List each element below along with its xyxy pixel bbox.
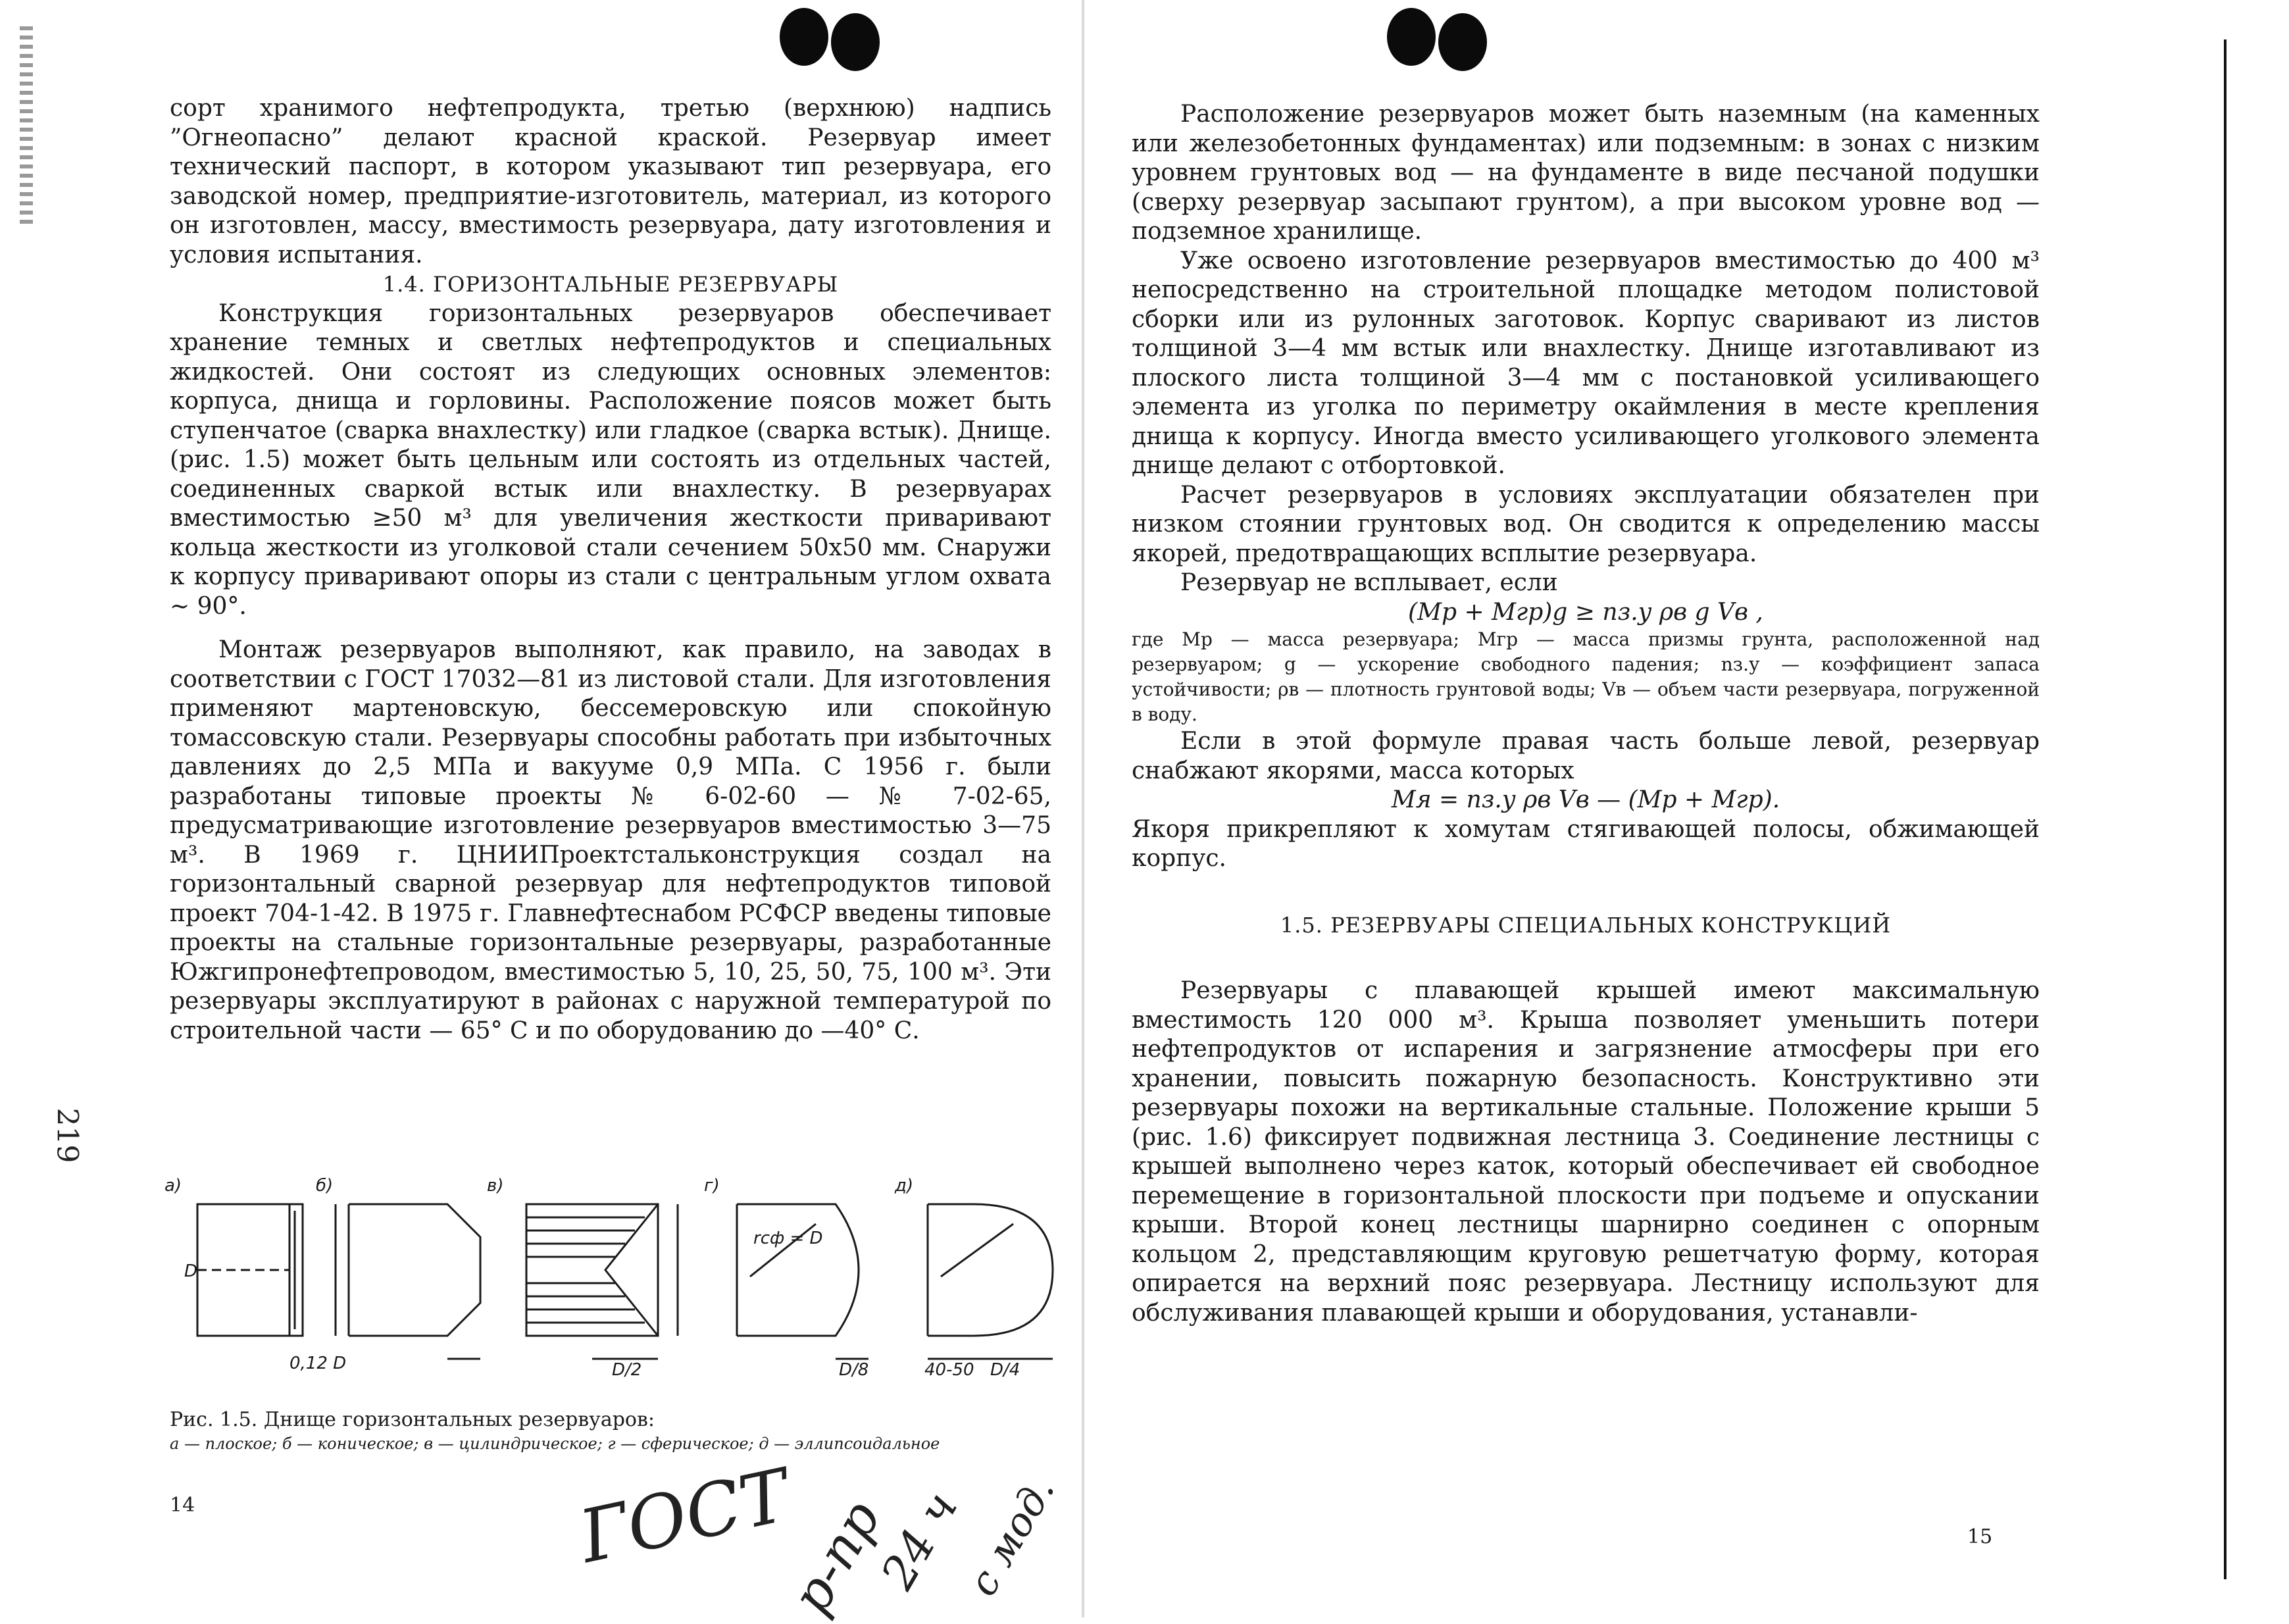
- right-paragraph-condition: Резервуар не всплывает, если: [1180, 569, 1558, 596]
- page-number-left: 14: [170, 1494, 195, 1517]
- handwritten-note-gost: ГОСТ: [572, 1453, 797, 1579]
- right-paragraph-anchor-fixing: Якоря прикрепляют к хомутам стягивающей полосы, обжимающей корпус.: [1132, 815, 2040, 872]
- left-text-column: [170, 94, 1051, 1046]
- figure-dim-d8: D/8: [839, 1360, 869, 1380]
- right-page: [1092, 0, 2289, 1617]
- figure-dim-d2: D/2: [612, 1360, 642, 1380]
- page-number-right: 15: [1967, 1525, 1993, 1548]
- right-paragraph-calculation: Расчет резервуаров в условиях эксплуатации обязателен при низком стоянии грунтовых вод. Он сводится к определению массы якорей, предотвращающих всплытие резервуара.: [1132, 481, 2040, 567]
- figure-label-a: а): [164, 1176, 182, 1196]
- figure-label-g: г): [704, 1176, 720, 1196]
- figure-dim-4050: 40-50: [924, 1360, 974, 1380]
- right-paragraph-construction: Уже освоено изготовление резервуаров вместимостью до 400 м³ непосредственно на строительной площадке методом полистовой сборки или из рулонных заготовок. Корпус сваривают из листов толщиной 3—4 мм встык или внахлестку. Днище изготавливают из плоского листа толщиной 3—4 мм с постановкой усиливающего элемента из уголка по периметру окаймления в месте крепления днища к корпусу. Иногда вместо усиливающего уголкового элемента днище делают с отбортовкой.: [1132, 247, 2040, 479]
- formula-explanation: где Mр — масса резервуара; Mгр — масса призмы грунта, расположенной над резервуаром; g — ускорение свободного падения; nз.у — коэффициент запаса устойчивости; ρв — плотность грунтовой воды; Vв — объем части резервуара, погруженной в воду.: [1132, 628, 2040, 725]
- section-heading-1-4: 1.4. ГОРИЗОНТАЛЬНЫЕ РЕЗЕРВУАРЫ: [382, 272, 839, 297]
- left-intro-paragraph: сорт хранимого нефтепродукта, третью (верхнюю) надпись ”Огнеопасно” делают красной краской. Резервуар имеет технический паспорт, в котором указывают тип резервуара, его заводской номер, предприятие-изготовитель, материал, из которого он изготовлен, массу, вместимость резервуара, дату изготовления и условия испытания.: [170, 95, 1051, 268]
- left-page: [0, 0, 1092, 1624]
- handwritten-note-2: р-пр: [779, 1490, 893, 1624]
- figure-label-b: б): [316, 1176, 334, 1196]
- figure-d-elliptical-bottom: [928, 1204, 1053, 1359]
- figure-caption-body: а — плоское; б — коническое; в — цилиндрическое; г — сферическое; д — эллипсоидальное: [170, 1434, 940, 1453]
- left-paragraph-construction: Конструкция горизонтальных резервуаров обеспечивает хранение темных и светлых нефтепродуктов и специальных жидкостей. Они состоят из следующих основных элементов: корпуса, днища и горловины. Расположение поясов может быть ступенчатое (сварка внахлестку) или гладкое (сварка встык). Днище.(рис. 1.5) может быть цельным или состоять из отдельных частей, соединенных сваркой встык или внахлестку. В резервуарах вместимостью ≥50 м³ для увеличения жесткости приваривают кольца жесткости из уголковой стали сечением 50x50 мм. Снаружи к корпусу приваривают опоры из стали с центральным углом охвата ~ 90°.: [170, 299, 1051, 620]
- margin-mark: 219: [50, 1107, 84, 1163]
- figure-dim-d: D: [184, 1261, 198, 1281]
- figure-dim-d4: D/4: [990, 1360, 1020, 1380]
- handwritten-note-3: 24 ч: [870, 1483, 968, 1598]
- right-paragraph-floating-roof: Резервуары с плавающей крышей имеют максимальную вместимость 120 000 м³. Крыша позволяет уменьшить потери нефтепродуктов от испарения и загрязнение атмосферы при его хранении, повысить пожарную безопасность. Конструктивно эти резервуары похожи на вертикальные стальные. Положение крыши 5 (рис. 1.6) фиксирует подвижная лестница 3. Соединение лестницы с крышей выполнено через каток, который обеспечивает ей свободное перемещение в горизонтальной плоскости при подъеме и опускании крыши. Второй конец лестницы шарнирно соединен с опорным кольцом 2, представляющим круговую решетчатую форму, которая опирается на верхний пояс резервуара. Лестницу используют для обслуживания плавающей крыши и оборудования, устанавли-: [1132, 977, 2040, 1327]
- section-heading-1-5: 1.5. РЕЗЕРВУАРЫ СПЕЦИАЛЬНЫХ КОНСТРУКЦИЙ: [1280, 912, 1892, 938]
- right-text-column: [1132, 100, 2040, 1328]
- figure-label-v: в): [487, 1176, 504, 1196]
- figure-g-spherical-bottom: [737, 1204, 868, 1359]
- figure-1-5-bottoms: [158, 1165, 1072, 1382]
- figure-caption: [170, 1407, 1051, 1454]
- figure-b-conical-bottom: [336, 1204, 480, 1359]
- right-paragraph-placement: Расположение резервуаров может быть наземным (на каменных или железобетонных фундаментах) или подземным: в зонах с низким уровнем грунтовых вод — на фундаменте в виде песчаной подушки (сверху резервуар засыпают грунтом), а при высоком уровне вод — подземное хранилище.: [1132, 101, 2040, 245]
- figure-dim-rsf: rсф = D: [753, 1229, 823, 1248]
- figure-v-cylindrical-bottom: [526, 1204, 678, 1359]
- left-paragraph-assembly: Монтаж резервуаров выполняют, как правило, на заводах в соответствии с ГОСТ 17032—81 из листовой стали. Для изготовления применяют мартеновскую, бессемеровскую или спокойную томассовскую стали. Резервуары способны работать при избыточных давлениях до 2,5 МПа и вакууме 0,9 МПа. С 1956 г. были разработаны типовые проекты № 6-02-60 — № 7-02-65, предусматривающие изготовление резервуаров вместимостью 3—75 м³. В 1969 г. ЦНИИПроектстальконструкция создал на горизонтальный сварной резервуар для нефтепродуктов типовой проект 704-1-42. В 1975 г. Главнефтеснабом РСФСР введены типовые проекты на стальные горизонтальные резервуары, разработанные Южгипронефтепроводом, вместимостью 5, 10, 25, 50, 75, 100 м³. Эти резервуары эксплуатируют в районах с наружной температурой по строительной части — 65° С и по оборудованию до —40° С.: [170, 636, 1051, 1044]
- figure-label-d: д): [895, 1176, 914, 1196]
- formula-anchor-mass: Mя = nз.у ρв Vв — (Mр + Mгр).: [1391, 786, 1780, 813]
- handwritten-note-4: с мод.: [959, 1469, 1065, 1604]
- figure-caption-title: Рис. 1.5. Днище горизонтальных резервуаров:: [170, 1408, 655, 1431]
- figure-dim-012d: 0,12 D: [289, 1354, 347, 1373]
- figure-a-flat-bottom: [197, 1204, 303, 1336]
- formula-buoyancy: (Mр + Mгр)g ≥ nз.у ρв g Vв ,: [1408, 598, 1763, 626]
- right-paragraph-anchors: Если в этой формуле правая часть больше левой, резервуар снабжают якорями, масса которых: [1132, 728, 2040, 784]
